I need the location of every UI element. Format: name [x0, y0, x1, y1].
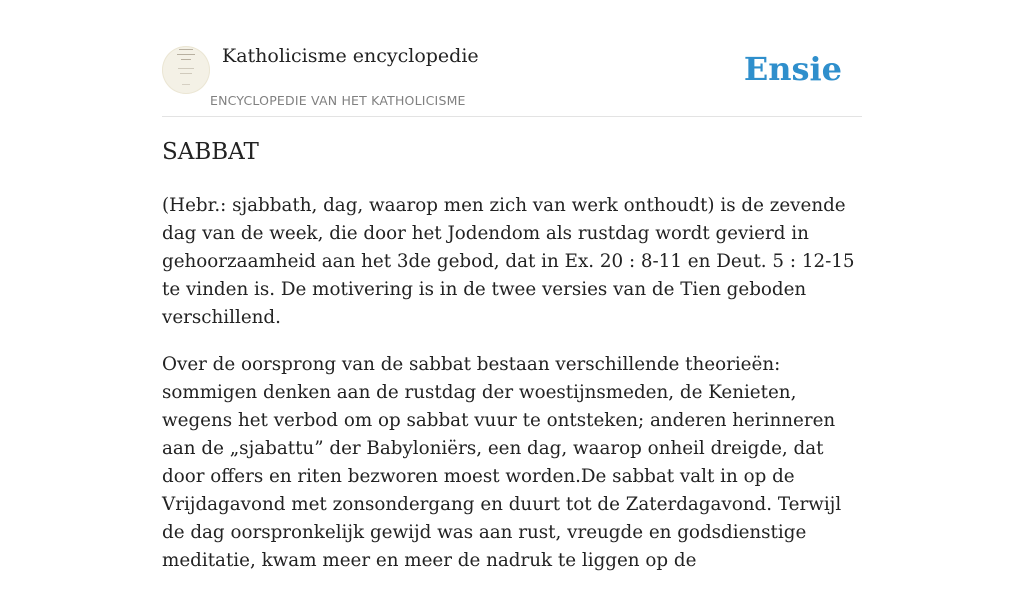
encyclopedia-title[interactable]: Katholicisme encyclopedie [222, 45, 479, 67]
article-paragraph: (Hebr.: sjabbath, dag, waarop men zich van werk onthoudt) is de zevende dag van de week, die door het Jodendom als rustdag wordt gevierd in gehoorzaamheid aan het 3de gebod, dat in Ex. 20 : 8-11 en Deut. 5 : 12-15 te vinden is. De motivering is in de twee versies van de Tien geboden verschillend. [162, 195, 855, 328]
ensie-logo[interactable]: Ensie [743, 50, 842, 88]
article-body [162, 192, 867, 594]
encyclopedia-cover-thumbnail[interactable] [162, 46, 210, 94]
page [162, 0, 862, 571]
article-paragraph: Over de oorsprong van de sabbat bestaan verschillende theorieën: sommigen denken aan de rustdag der woestijnsmeden, de Kenieten, wegens het verbod om op sabbat vuur te ontsteken; anderen herinneren aan de „sjabattu” der Babyloniërs, een dag, waarop onheil dreigde, dat door offers en riten bezworen moest worden.De sabbat valt in op de Vrijdagavond met zonsondergang en duurt tot de Zaterdagavond. Terwijl de dag oorspronkelijk gewijd was aan rust, vreugde en godsdienstige meditatie, kwam meer en meer de nadruk te liggen op de [162, 354, 842, 571]
encyclopedia-subtitle: ENCYCLOPEDIE VAN HET KATHOLICISME [210, 93, 466, 108]
article-title: SABBAT [162, 139, 259, 165]
site-header [162, 0, 862, 117]
